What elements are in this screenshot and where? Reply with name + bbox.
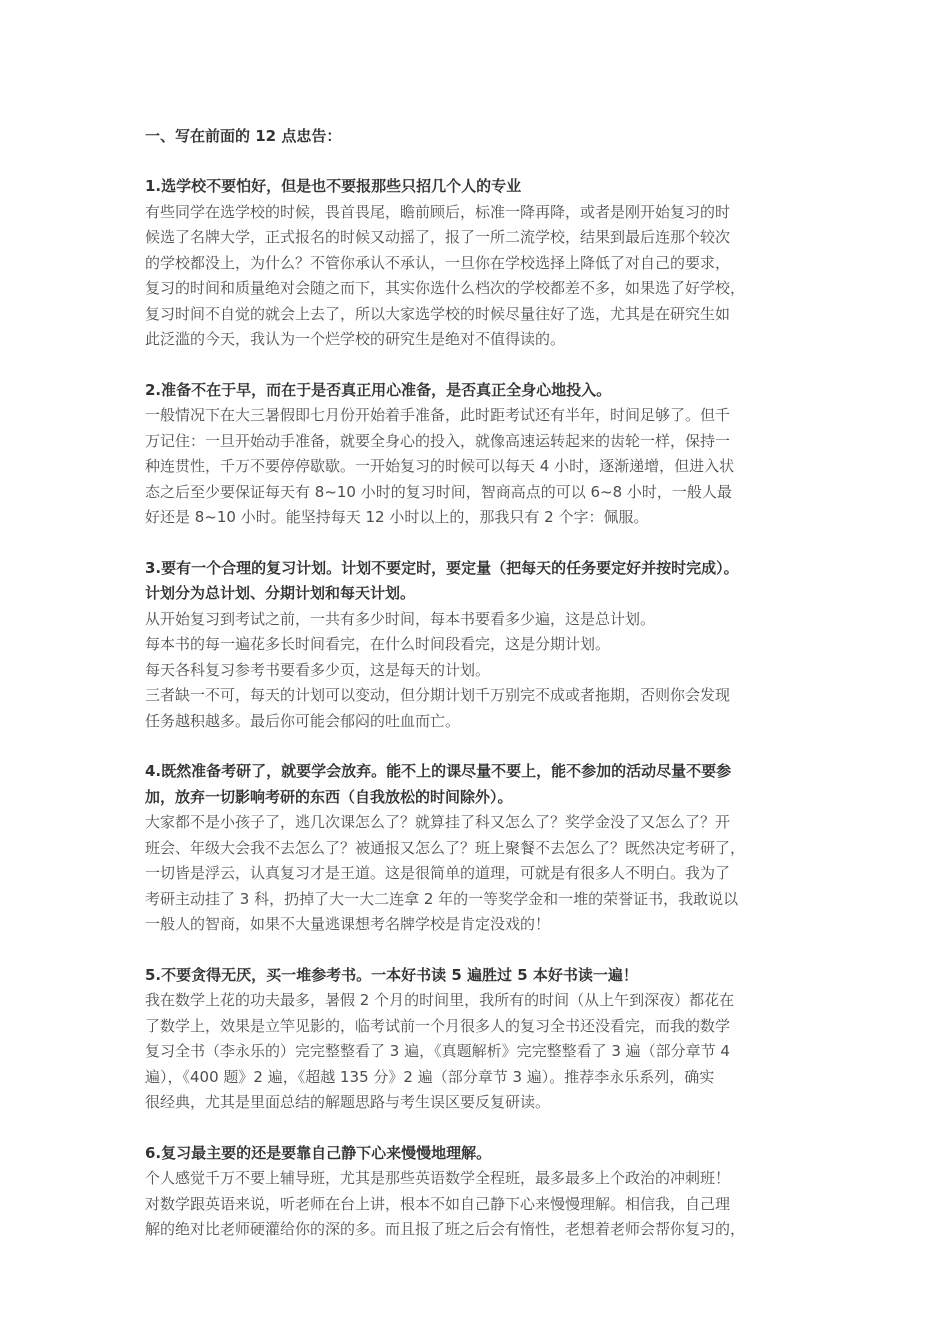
section-title bbox=[145, 1141, 815, 1167]
section-body bbox=[145, 607, 815, 735]
section-title bbox=[145, 759, 815, 810]
body-line: 好还是 8~10 小时。能坚持每天 12 小时以上的，那我只有 2 个字：佩服。 bbox=[145, 508, 649, 526]
body-line: 班会、年级大会我不去怎么了？被通报又怎么了？班上聚餐不去怎么了？既然决定考研了， bbox=[145, 838, 746, 857]
body-line: 考研主动挂了 3 科，扔掉了大一大二连拿 2 年的一等奖学金和一堆的荣誉证书，我敢说以 bbox=[145, 889, 739, 908]
document-page bbox=[145, 124, 815, 1243]
body-line: 了数学上，效果是立竿见影的，临考试前一个月很多人的复习全书还没看完，而我的数学 bbox=[145, 1016, 731, 1035]
body-line: 一般人的智商，如果不大量逃课想考名牌学校是肯定没戏的！ bbox=[145, 915, 551, 933]
advice-section bbox=[145, 963, 815, 1116]
body-line: 大家都不是小孩子了，逃几次课怎么了？就算挂了科又怎么了？奖学金没了又怎么了？开 bbox=[145, 813, 731, 831]
body-line: 复习的时间和质量绝对会随之而下，其实你选什么档次的学校都差不多，如果选了好学校， bbox=[145, 279, 746, 297]
body-line: 个人感觉千万不要上辅导班，尤其是那些英语数学全程班，最多最多上个政治的冲刺班！ bbox=[145, 1169, 731, 1187]
advice-section bbox=[145, 556, 815, 735]
body-line: 此泛滥的今天，我认为一个烂学校的研究生是绝对不值得读的。 bbox=[145, 330, 566, 348]
body-line: 任务越积越多。最后你可能会郁闷的吐血而亡。 bbox=[145, 711, 461, 730]
section-body bbox=[145, 403, 815, 531]
advice-section bbox=[145, 378, 815, 531]
section-title bbox=[145, 378, 815, 404]
sections-container bbox=[145, 174, 815, 1243]
section-title-line: 计划分为总计划、分期计划和每天计划。 bbox=[145, 584, 416, 602]
body-line: 对数学跟英语来说，听老师在台上讲，根本不如自己静下心来慢慢理解。相信我，自己理 bbox=[145, 1194, 731, 1213]
body-line: 我在数学上花的功夫最多，暑假 2 个月的时间里，我所有的时间（从上午到深夜）都花在 bbox=[145, 991, 735, 1009]
section-title-line: 4.既然准备考研了，就要学会放弃。能不上的课尽量不要上，能不参加的活动尽量不要参 bbox=[145, 762, 732, 780]
section-title bbox=[145, 174, 815, 200]
section-title bbox=[145, 963, 815, 989]
body-line: 一般情况下在大三暑假即七月份开始着手准备，此时距考试还有半年，时间足够了。但千 bbox=[145, 406, 731, 424]
body-line: 有些同学在选学校的时候，畏首畏尾，瞻前顾后，标准一降再降，或者是刚开始复习的时 bbox=[145, 202, 731, 221]
body-line: 万记住：一旦开始动手准备，就要全身心的投入，就像高速运转起来的齿轮一样，保持一 bbox=[145, 431, 731, 450]
body-line: 很经典，尤其是里面总结的解题思路与考生误区要反复研读。 bbox=[145, 1093, 551, 1111]
body-line: 候选了名牌大学，正式报名的时候又动摇了，报了一所二流学校，结果到最后连那个较次 bbox=[145, 228, 731, 246]
advice-section bbox=[145, 1141, 815, 1243]
advice-section bbox=[145, 174, 815, 353]
section-body bbox=[145, 1166, 815, 1243]
section-title-line: 1.选学校不要怕好，但是也不要报那些只招几个人的专业 bbox=[145, 177, 522, 195]
body-line: 从开始复习到考试之前，一共有多少时间，每本书要看多少遍，这是总计划。 bbox=[145, 609, 656, 628]
body-line: 三者缺一不可，每天的计划可以变动，但分期计划千万别完不成或者拖期，否则你会发现 bbox=[145, 686, 731, 704]
body-line: 种连贯性，千万不要停停歇歇。一开始复习的时候可以每天 4 小时，逐渐递增，但进入状 bbox=[145, 457, 735, 475]
body-line: 复习全书（李永乐的）完完整整看了 3 遍，《真题解析》完完整整看了 3 遍（部分章节 4 bbox=[145, 1042, 730, 1060]
body-line: 解的绝对比老师硬灌给你的深的多。而且报了班之后会有惰性，老想着老师会帮你复习的， bbox=[145, 1220, 746, 1238]
section-title bbox=[145, 556, 815, 607]
section-body bbox=[145, 810, 815, 938]
body-line: 一切皆是浮云，认真复习才是王道。这是很简单的道理，可就是有很多人不明白。我为了 bbox=[145, 864, 731, 882]
body-line: 遍），《400 题》2 遍，《超越 135 分》2 遍（部分章节 3 遍）。推荐李永乐系列，确实 bbox=[145, 1067, 715, 1086]
section-title-line: 加，放弃一切影响考研的东西（自我放松的时间除外）。 bbox=[145, 787, 513, 806]
document-heading: 一、写在前面的 12 点忠告： bbox=[145, 127, 342, 145]
body-line: 态之后至少要保证每天有 8~10 小时的复习时间，智商高点的可以 6~8 小时，一般人最 bbox=[145, 482, 732, 501]
section-title-line: 6.复习最主要的还是要靠自己静下心来慢慢地理解。 bbox=[145, 1143, 492, 1162]
body-line: 每本书的每一遍花多长时间看完，在什么时间段看完，这是分期计划。 bbox=[145, 635, 611, 653]
section-body bbox=[145, 200, 815, 353]
section-title-line: 3.要有一个合理的复习计划。计划不要定时，要定量（把每天的任务要定好并按时完成）。 bbox=[145, 558, 739, 577]
body-line: 每天各科复习参考书要看多少页，这是每天的计划。 bbox=[145, 660, 491, 679]
body-line: 复习时间不自觉的就会上去了，所以大家选学校的时候尽量往好了选，尤其是在研究生如 bbox=[145, 304, 731, 323]
body-line: 的学校都没上，为什么？不管你承认不承认，一旦你在学校选择上降低了对自己的要求， bbox=[145, 253, 731, 272]
section-body bbox=[145, 988, 815, 1116]
section-title-line: 5.不要贪得无厌，买一堆参考书。一本好书读 5 遍胜过 5 本好书读一遍！ bbox=[145, 965, 638, 984]
section-title-line: 2.准备不在于早，而在于是否真正用心准备，是否真正全身心地投入。 bbox=[145, 380, 612, 399]
advice-section bbox=[145, 759, 815, 938]
